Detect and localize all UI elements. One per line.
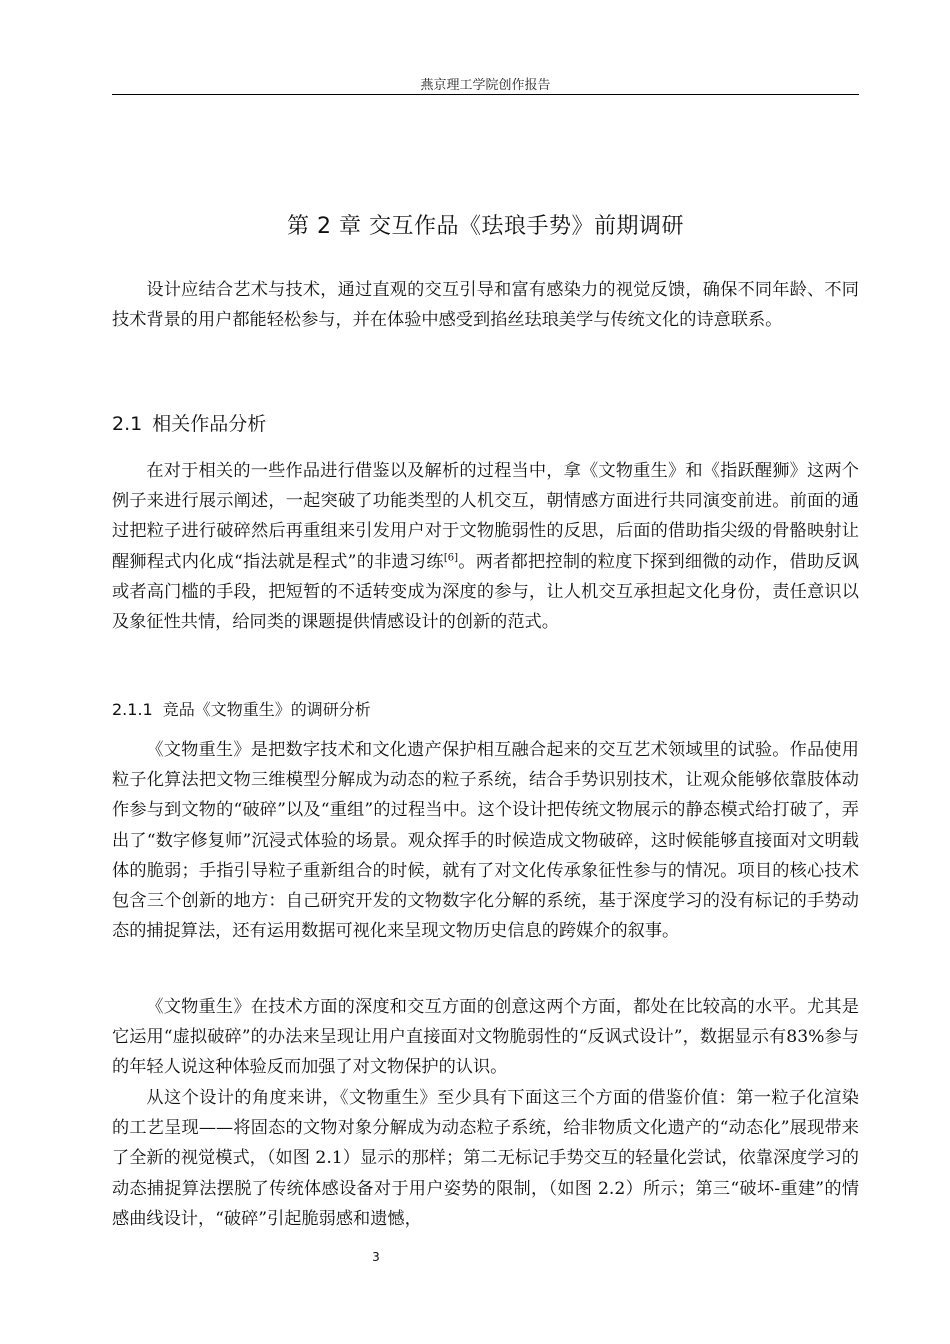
paragraph-text-continued: 。两者都把控制的粒度下探到细微的动作，借助反讽或者高门槛的手段，把短暂的不适转变成为深度的参与，让人机交互承担起文化身份，责任意识以及象征性共情，给同类的课题提供情感设计的创新的范式。	[112, 551, 859, 633]
body-paragraph: 从这个设计的角度来讲，《文物重生》至少具有下面这三个方面的借鉴价值：第一粒子化渲染的工艺呈现——将固态的文物对象分解成为动态粒子系统，给非物质文化遗产的“动态化”展现带来了全新的视觉模式，（如图 2.1）显示的那样；第二无标记手势交互的轻量化尝试，依靠深度学习的动态捕捉算法摆脱了传统体感设备对于用户姿势的限制，（如图 2.2）所示；第三“破坏-重建”的情感曲线设计，“破碎”引起脆弱感和遗憾，	[112, 1088, 859, 1229]
subsection-title: 竞品《文物重生》的调研分析	[162, 700, 371, 719]
section-2-1-paragraph	[112, 456, 859, 637]
chapter-title: 第 2 章 交互作品《珐琅手势》前期调研	[287, 214, 684, 239]
subsection-number: 2.1.1	[112, 700, 153, 719]
citation-reference: [6]	[443, 551, 459, 563]
running-header: 燕京理工学院创作报告	[420, 78, 551, 93]
paragraph-text: 在对于相关的一些作品进行借鉴以及解析的过程当中，拿《文物重生》和《指跃醒狮》这两个例子来进行展示阐述，一起突破了功能类型的人机交互，朝情感方面进行共同演变前进。前面的通过把粒子进行破碎然后再重组来引发用户对于文物脆弱性的反思，后面的借助指尖级的骨骼映射让醒狮程式内化成“指法就是程式”的非遗习练	[112, 461, 859, 572]
section-number: 2.1	[112, 413, 143, 435]
section-heading-2-1	[112, 409, 266, 436]
section-heading-2-1-1	[112, 697, 371, 720]
header-rule	[112, 94, 859, 95]
body-paragraph: 《文物重生》在技术方面的深度和交互方面的创意这两个方面，都处在比较高的水平。尤其是它运用“虚拟破碎”的办法来呈现让用户直接面对文物脆弱性的“反讽式设计”，数据显示有83%参与的年轻人说这种体验反而加强了对文物保护的认识。	[112, 997, 859, 1078]
body-paragraph: 《文物重生》是把数字技术和文化遗产保护相互融合起来的交互艺术领域里的试验。作品使用粒子化算法把文物三维模型分解成为动态的粒子系统，结合手势识别技术，让观众能够依靠肢体动作参与到文物的“破碎”以及“重组”的过程当中。这个设计把传统文物展示的静态模式给打破了，弄出了“数字修复师”沉浸式体验的场景。观众挥手的时候造成文物破碎，这时候能够直接面对文明载体的脆弱；手指引导粒子重新组合的时候，就有了对文化传承象征性参与的情况。项目的核心技术包含三个创新的地方：自己研究开发的文物数字化分解的系统，基于深度学习的没有标记的手势动态的捕捉算法，还有运用数据可视化来呈现文物历史信息的跨媒介的叙事。	[112, 740, 859, 942]
section-title: 相关作品分析	[152, 413, 267, 435]
chapter-intro-paragraph: 设计应结合艺术与技术，通过直观的交互引导和富有感染力的视觉反馈，确保不同年龄、不同技术背景的用户都能轻松参与，并在体验中感受到掐丝珐琅美学与传统文化的诗意联系。	[112, 280, 859, 331]
page-number: 3	[372, 1250, 380, 1264]
